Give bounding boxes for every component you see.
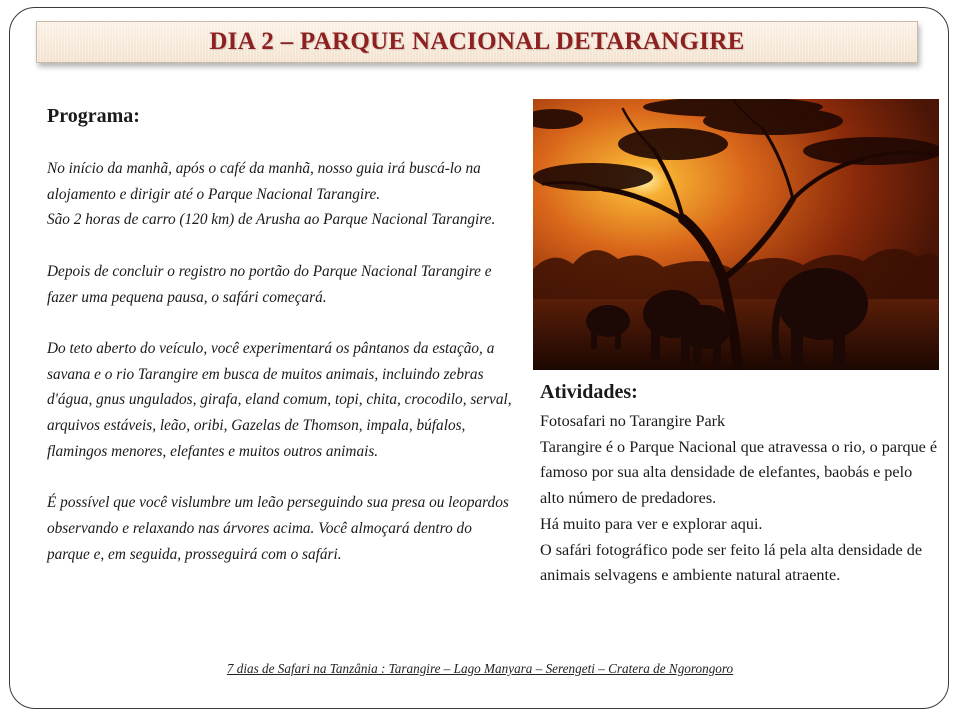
safari-sunset-photo [533,99,939,370]
programa-paragraph: Depois de concluir o registro no portão do Parque Nacional Tarangire e fazer uma pequena pausa, o safári começará. [47,262,492,306]
programa-paragraph: No início da manhã, após o café da manhã, nosso guia irá buscá-lo na alojamento e dirigir até o Parque Nacional Tarangire. [47,160,481,203]
programa-paragraph: É possível que você vislumbre um leão perseguindo sua presa ou leopardos observando e relaxando nas árvores acima. Você almoçará dentro do parque e, em seguida, prosseguirá com o safári. [47,494,509,563]
footer-caption: 7 dias de Safari na Tanzânia : Tarangire – Lago Manyara – Serengeti – Cratera de Ngorongoro [226,661,734,676]
programa-text [47,156,517,567]
atividades-line: Há muito para ver e explorar aqui. [540,514,763,533]
atividades-text [540,409,940,589]
programa-heading: Programa: [47,105,140,127]
safari-sunset-elephants-photo [533,99,939,370]
atividades-line: O safári fotográfico pode ser feito lá pela alta densidade de animais selvagens e ambiente natural atraente. [540,540,923,585]
slide-title: DIA 2 – PARQUE NACIONAL DETARANGIRE [209,28,745,55]
atividades-heading: Atividades: [540,381,638,403]
title-banner [36,21,918,63]
programa-paragraph: Do teto aberto do veículo, você experimentará os pântanos da estação, a savana e o rio Tarangire em busca de muitos animais, incluindo zebras d'água, gnus ungulados, girafa, eland comum, topi, chita, crocodilo, serval, arquivos estáveis, leão, oribi, Gazelas de Thomson, impala, búfalos, flamingos menores, elefantes e muitos outros animais. [47,339,512,460]
atividades-line: Tarangire é o Parque Nacional que atravessa o rio, o parque é famoso por sua alta densidade de elefantes, baobás e pelo alto número de predadores. [540,437,938,508]
atividades-line: Fotosafari no Tarangire Park [540,412,726,430]
programa-paragraph: São 2 horas de carro (120 km) de Arusha ao Parque Nacional Tarangire. [47,211,496,229]
